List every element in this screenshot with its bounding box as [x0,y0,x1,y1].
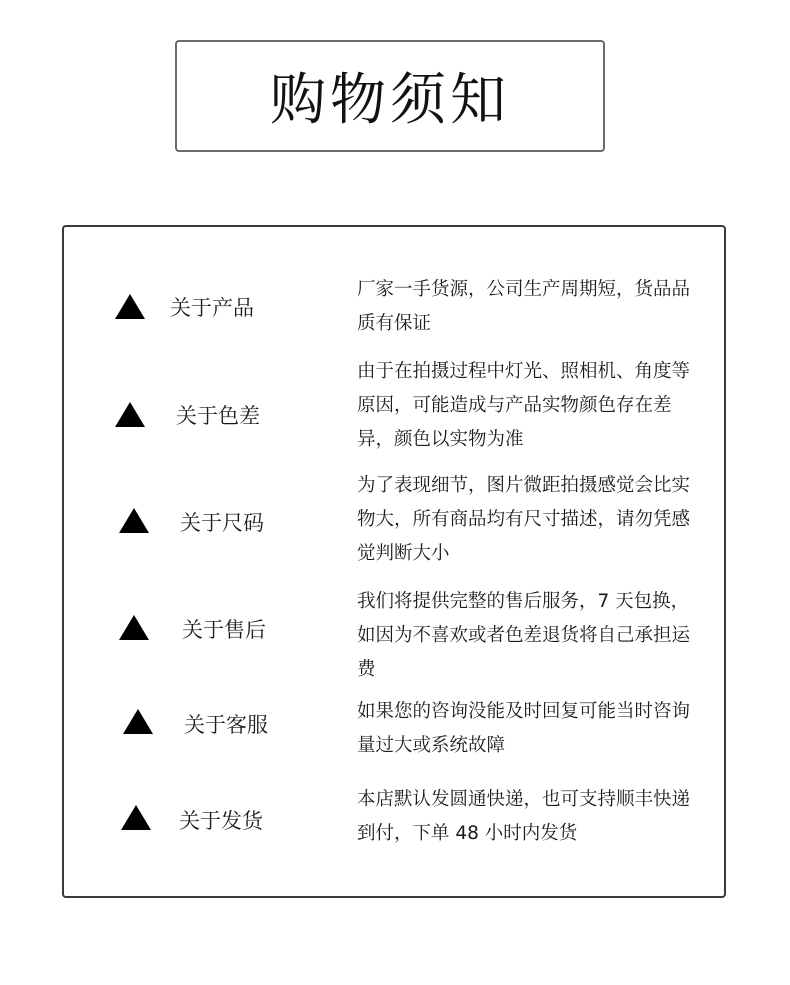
triangle-icon [123,709,153,734]
notice-item-desc: 如果您的咨询没能及时回复可能当时咨询量过大或系统故障 [357,701,691,756]
title-box [175,40,605,152]
notice-panel [62,225,726,898]
notice-item-label: 关于产品 [170,296,254,320]
triangle-icon [115,402,145,427]
notice-item-desc: 本店默认发圆通快递，也可支持顺丰快递到付，下单 48 小时内发货 [357,789,691,844]
notice-item-desc: 厂家一手货源，公司生产周期短，货品品质有保证 [357,279,691,334]
notice-item-label: 关于色差 [176,404,260,428]
notice-item-desc: 由于在拍摄过程中灯光、照相机、角度等原因，可能造成与产品实物颜色存在差异，颜色以实物为准 [357,361,691,450]
triangle-icon [115,294,145,319]
notice-item-label: 关于发货 [179,809,263,833]
triangle-icon [121,805,151,830]
notice-item-label: 关于客服 [184,713,268,737]
triangle-icon [119,508,149,533]
notice-item-desc: 我们将提供完整的售后服务，7 天包换，如因为不喜欢或者色差退货将自己承担运费 [357,591,691,680]
notice-item-label: 关于尺码 [180,511,264,535]
notice-item-desc: 为了表现细节，图片微距拍摄感觉会比实物大，所有商品均有尺寸描述，请勿凭感觉判断大小 [357,475,691,564]
triangle-icon [119,615,149,640]
page-title: 购物须知 [270,68,510,133]
notice-item-label: 关于售后 [182,618,266,642]
